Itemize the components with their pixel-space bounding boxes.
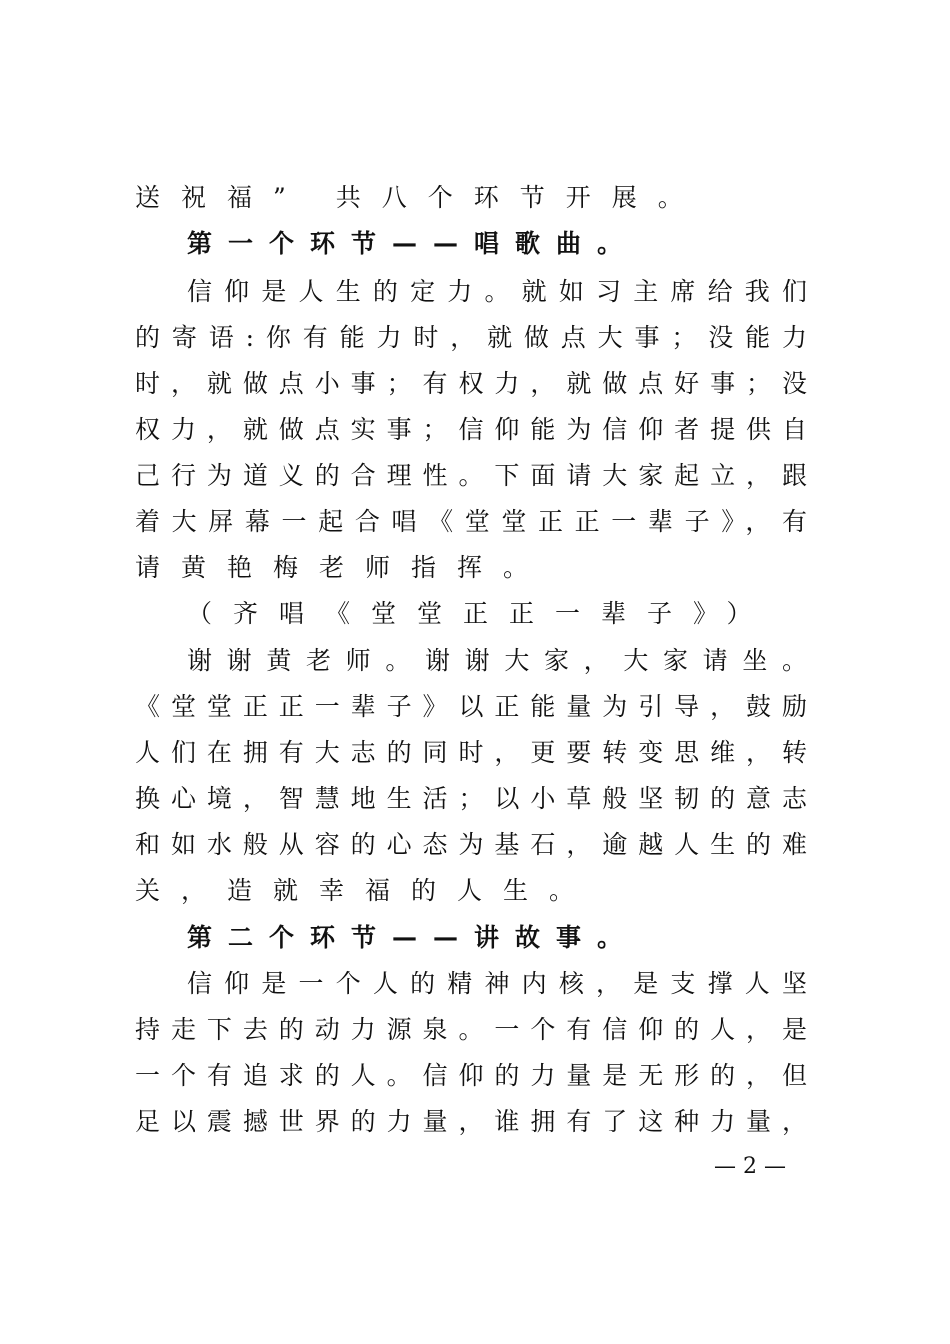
section-heading: 第一个环节——唱歌曲。 bbox=[187, 229, 639, 258]
paragraph-line: 信仰是人生的定力。就如习主席给我们 bbox=[187, 277, 807, 306]
paragraph-line: 请黄艳梅老师指挥。 bbox=[135, 553, 550, 582]
stage-direction: （齐唱《堂堂正正一辈子》） bbox=[187, 599, 773, 628]
paragraph-line: 着大屏幕一起合唱《堂堂正正一辈子》，有 bbox=[135, 507, 807, 536]
section-heading: 第二个环节——讲故事。 bbox=[187, 923, 639, 952]
paragraph-line: 送祝福” 共八个环节开展。 bbox=[135, 183, 704, 212]
paragraph-line: 的寄语:你有能力时，就做点大事；没能力 bbox=[135, 323, 807, 352]
paragraph-line: 换心境，智慧地生活；以小草般坚韧的意志 bbox=[135, 784, 807, 813]
paragraph-line: 时，就做点小事；有权力，就做点好事；没 bbox=[135, 369, 807, 398]
paragraph-line: 《堂堂正正一辈子》以正能量为引导，鼓励 bbox=[135, 692, 807, 721]
paragraph-line: 人们在拥有大志的同时，更要转变思维，转 bbox=[135, 738, 807, 767]
paragraph-line: 和如水般从容的心态为基石，逾越人生的难 bbox=[135, 830, 807, 859]
paragraph-line: 持走下去的动力源泉。一个有信仰的人，是 bbox=[135, 1015, 807, 1044]
paragraph-line: 权力，就做点实事；信仰能为信仰者提供自 bbox=[135, 415, 807, 444]
paragraph-line: 己行为道义的合理性。下面请大家起立，跟 bbox=[135, 461, 807, 490]
paragraph-line: 足以震撼世界的力量，谁拥有了这种力量， bbox=[135, 1107, 807, 1136]
paragraph-line: 关，造就幸福的人生。 bbox=[135, 876, 596, 905]
paragraph-line: 一个有追求的人。信仰的力量是无形的，但 bbox=[135, 1061, 807, 1090]
paragraph-line: 谢谢黄老师。谢谢大家，大家请坐。 bbox=[187, 646, 807, 675]
page-number: — 2 — bbox=[714, 1154, 786, 1179]
paragraph-line: 信仰是一个人的精神内核，是支撑人坚 bbox=[187, 969, 807, 998]
